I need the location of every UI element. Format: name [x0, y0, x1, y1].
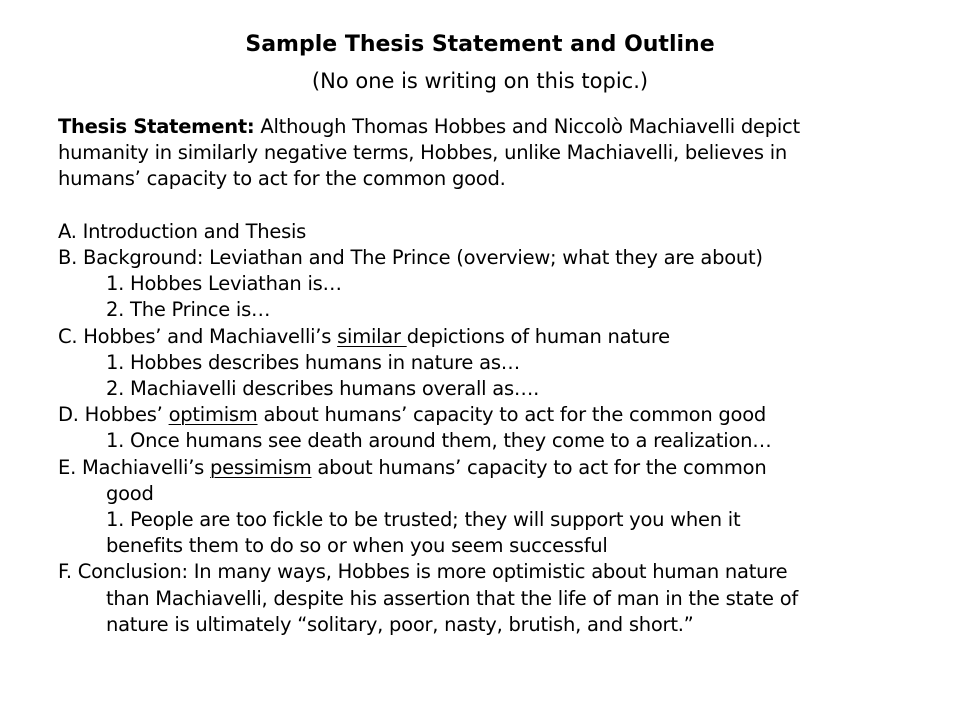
- outline-item-f-continuation: than Machiavelli, despite his assertion that the life of man in the state of: [106, 586, 799, 610]
- outline-text: D. Hobbes’: [58, 403, 169, 427]
- outline-item-e-continuation: good: [106, 481, 154, 505]
- underlined-word: pessimism: [210, 455, 312, 479]
- outline-subitem-e1-continuation: benefits them to do so or when you seem successful: [106, 534, 608, 558]
- underlined-word: optimism: [168, 403, 258, 427]
- thesis-line: humanity in similarly negative terms, Hobbes, unlike Machiavelli, believes in: [58, 141, 787, 165]
- spacer: [58, 193, 920, 219]
- slide-subtitle: (No one is writing on this topic.): [311, 69, 649, 93]
- outline-item-a: A. Introduction and Thesis: [58, 219, 307, 243]
- outline-subitem-b1: 1. Hobbes Leviathan is…: [106, 272, 342, 296]
- outline-item-c: [58, 324, 920, 350]
- outline-text: depictions of human nature: [406, 324, 670, 348]
- outline: [58, 219, 920, 638]
- outline-subitem-b2: 2. The Prince is…: [106, 298, 271, 322]
- outline-item-f-continuation: nature is ultimately “solitary, poor, nasty, brutish, and short.”: [106, 612, 694, 636]
- outline-item-e: [58, 455, 920, 481]
- outline-item-d: [58, 402, 920, 428]
- thesis-statement: [58, 114, 920, 193]
- outline-subitem-c1: 1. Hobbes describes humans in nature as…: [106, 350, 520, 374]
- thesis-line: humans’ capacity to act for the common good.: [58, 167, 506, 191]
- thesis-text: Although Thomas Hobbes and Niccolò Machiavelli depict: [254, 115, 800, 138]
- thesis-line: [58, 114, 920, 140]
- outline-text: E. Machiavelli’s: [58, 455, 211, 479]
- outline-text: about humans’ capacity to act for the common good: [257, 403, 767, 427]
- thesis-label: Thesis Statement:: [58, 115, 255, 138]
- outline-text: about humans’ capacity to act for the common: [311, 455, 767, 479]
- slide-body: [58, 114, 920, 638]
- outline-item-b: B. Background: Leviathan and The Prince (overview; what they are about): [58, 246, 763, 269]
- outline-subitem-c2: 2. Machiavelli describes humans overall as….: [106, 377, 540, 401]
- outline-item-f: F. Conclusion: In many ways, Hobbes is more optimistic about human nature: [58, 560, 788, 584]
- underlined-word: similar: [337, 324, 407, 348]
- slide-title: Sample Thesis Statement and Outline: [245, 32, 715, 57]
- outline-subitem-e1: 1. People are too fickle to be trusted; they will support you when it: [106, 508, 741, 532]
- outline-subitem-d1: 1. Once humans see death around them, they come to a realization…: [106, 429, 772, 453]
- outline-text: C. Hobbes’ and Machiavelli’s: [58, 324, 338, 348]
